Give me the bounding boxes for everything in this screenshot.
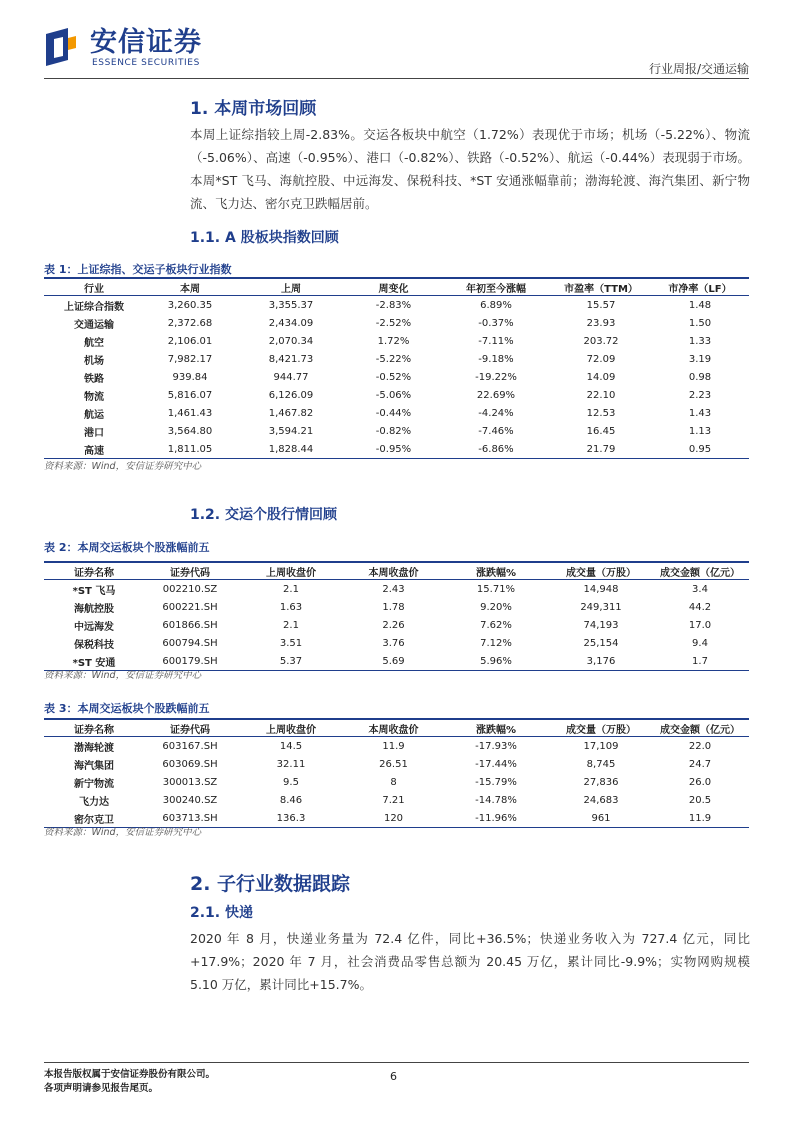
table-header-row (44, 719, 749, 737)
table-cell: 21.79 (551, 440, 651, 459)
table-cell: 5,816.07 (167, 389, 213, 401)
table-cell: -9.18% (478, 353, 514, 365)
table-3-source: 资料来源：Wind，安信证券研究中心 (44, 827, 202, 838)
table-header-cell: 本周收盘价 (346, 562, 441, 580)
table-cell: 新宁物流 (74, 778, 114, 790)
table-cell: 6.89% (480, 299, 512, 311)
table-row (44, 773, 749, 791)
table-header-cell: 本周 (144, 278, 236, 296)
table-cell: 物流 (84, 391, 104, 403)
table-cell: *ST 飞马 (72, 585, 116, 597)
table-2-source: 资料来源：Wind，安信证券研究中心 (44, 670, 202, 681)
table-cell: 渤海轮渡 (74, 742, 114, 754)
table-cell: 25,154 (583, 637, 619, 649)
table-cell: -6.86% (441, 440, 551, 459)
table-cell: 44.2 (688, 601, 712, 613)
table-cell: 机场 (84, 355, 104, 367)
table-cell: 2.1 (283, 619, 299, 631)
table-header-cell: 涨跌幅% (441, 562, 551, 580)
table-1 (44, 277, 749, 459)
table-cell: 飞力达 (79, 796, 109, 808)
section-2-1-paragraph: 2020 年 8 月，快递业务量为 72.4 亿件，同比+36.5%；快递业务收入为 727.4 亿元，同比+17.9%；2020 年 7 月，社会消费品零售总额为 20.45 万亿，累计同比-9.9%；实物网购规模 5.10 万亿，累计同比+15.7%。 (190, 931, 750, 992)
company-logo-english: ESSENCE SECURITIES (92, 58, 200, 68)
table-cell: 8,745 (586, 758, 616, 770)
table-cell: 3,176 (551, 652, 651, 671)
table-header-cell: 证券代码 (144, 719, 236, 737)
table-header-cell: 市净率（LF） (651, 278, 749, 296)
table-cell: 5.96% (441, 652, 551, 671)
table-header-cell: 成交量（万股） (551, 719, 651, 737)
table-cell: 24,683 (583, 794, 619, 806)
table-cell: 7,982.17 (167, 353, 213, 365)
table-cell: 1.78 (382, 601, 405, 613)
table-cell: 2,434.09 (268, 317, 314, 329)
table-row (44, 791, 749, 809)
table-header-cell: 证券名称 (44, 562, 144, 580)
table-cell: -7.11% (478, 335, 514, 347)
table-cell: -0.82% (375, 425, 412, 437)
table-cell: -11.96% (441, 809, 551, 828)
section-1-paragraph: 本周上证综指较上周-2.83%。交运各板块中航空（1.72%）表现优于市场；机场（-5.22%）、物流（-5.06%）、高速（-0.95%）、港口（-0.82%）、铁路（-0.52%）、航运（-0.44%）表现弱于市场。本周*ST 飞马、海航控股、中远海发、保税科技、*ST 安通涨幅靠前；渤海轮渡、海汽集团、新宁物流、飞力达、密尔克卫跌幅居前。 (190, 127, 750, 211)
table-cell: 海汽集团 (74, 760, 114, 772)
table-header-cell: 周变化 (346, 278, 441, 296)
table-cell: 3.4 (692, 583, 708, 595)
table-header-cell: 上周收盘价 (236, 562, 346, 580)
table-cell: 1,467.82 (268, 407, 314, 419)
table-cell: 7.21 (382, 794, 405, 806)
table-cell: 603713.SH (144, 809, 236, 828)
table-cell: -2.52% (375, 317, 412, 329)
table-cell: 20.5 (688, 794, 712, 806)
table-cell: 14.09 (586, 371, 616, 383)
table-cell: 3,594.21 (268, 425, 314, 437)
table-2-caption: 表 2：本周交运板块个股涨幅前五 (44, 541, 210, 554)
table-cell: 保税科技 (74, 639, 114, 651)
table-row (44, 368, 749, 386)
table-cell: 11.9 (651, 809, 749, 828)
table-cell: 32.11 (276, 758, 306, 770)
table-cell: 15.57 (586, 299, 616, 311)
table-header-cell: 上周 (236, 278, 346, 296)
table-3 (44, 718, 749, 828)
table-cell: 2,106.01 (167, 335, 213, 347)
table-cell: 9.5 (283, 776, 299, 788)
table-header-cell: 本周收盘价 (346, 719, 441, 737)
table-cell: 2.26 (382, 619, 405, 631)
table-cell: 3,260.35 (167, 299, 213, 311)
table-cell: 14,948 (583, 583, 619, 595)
table-cell: 26.51 (379, 758, 408, 770)
section-1-title: 1. 本周市场回顾 (190, 99, 317, 119)
table-cell: 17.0 (688, 619, 712, 631)
table-cell: -14.78% (475, 794, 517, 806)
table-cell: 26.0 (688, 776, 712, 788)
table-cell: 300240.SZ (162, 794, 218, 806)
page-number: 6 (390, 1070, 397, 1083)
table-cell: 2,372.68 (167, 317, 213, 329)
table-row (44, 737, 749, 756)
table-cell: 944.77 (273, 371, 309, 383)
section-2-title: 2. 子行业数据跟踪 (190, 873, 351, 895)
table-2 (44, 561, 749, 671)
table-cell: 3,355.37 (268, 299, 314, 311)
section-1-2-title: 1.2. 交运个股行情回顾 (190, 507, 337, 523)
table-cell: 9.20% (480, 601, 512, 613)
table-cell: 2.23 (688, 389, 712, 401)
table-cell: 12.53 (586, 407, 616, 419)
table-cell: 72.09 (586, 353, 616, 365)
table-cell: 7.12% (480, 637, 512, 649)
table-header-cell: 上周收盘价 (236, 719, 346, 737)
table-row (44, 440, 749, 459)
table-row (44, 314, 749, 332)
table-cell: 1.72% (377, 335, 410, 347)
table-cell: 8.46 (279, 794, 303, 806)
table-header-cell: 涨跌幅% (441, 719, 551, 737)
table-cell: 2.1 (283, 583, 299, 595)
table-header-cell: 成交量（万股） (551, 562, 651, 580)
table-cell: 3.76 (382, 637, 405, 649)
table-cell: 6,126.09 (268, 389, 314, 401)
table-cell: 603167.SH (162, 740, 218, 752)
section-2-1-title: 2.1. 快递 (190, 905, 253, 921)
table-cell: 航运 (84, 409, 104, 421)
table-header-cell: 成交金额（亿元） (651, 719, 749, 737)
table-header-cell: 年初至今涨幅 (441, 278, 551, 296)
table-cell: 海航控股 (74, 603, 114, 615)
table-cell: 1.7 (651, 652, 749, 671)
table-cell: 1.33 (688, 335, 712, 347)
table-cell: 8 (390, 776, 397, 788)
table-cell: -5.22% (375, 353, 412, 365)
table-cell: 14.5 (279, 740, 303, 752)
table-row (44, 404, 749, 422)
table-cell: 603069.SH (162, 758, 218, 770)
table-cell: 1.48 (688, 299, 712, 311)
table-row (44, 350, 749, 368)
section-1-1-title: 1.1. A 股板块指数回顾 (190, 230, 339, 246)
table-cell: 961 (551, 809, 651, 828)
table-cell: 002210.SZ (162, 583, 218, 595)
table-cell: 交通运输 (74, 319, 114, 331)
table-row (44, 580, 749, 599)
table-header-cell: 证券名称 (44, 719, 144, 737)
table-cell: 0.98 (688, 371, 712, 383)
table-cell: 15.71% (476, 583, 516, 595)
table-cell: -5.06% (375, 389, 412, 401)
table-header-row (44, 278, 749, 296)
table-cell: 300013.SZ (162, 776, 218, 788)
table-cell: 22.10 (586, 389, 616, 401)
table-cell: 1.63 (279, 601, 303, 613)
table-cell: 600221.SH (162, 601, 218, 613)
table-cell: 7.62% (480, 619, 512, 631)
table-cell: -19.22% (475, 371, 517, 383)
table-cell: 1.50 (688, 317, 712, 329)
company-logo-icon (44, 26, 78, 68)
table-header-cell: 行业 (44, 278, 144, 296)
table-cell: 3.51 (279, 637, 303, 649)
footer-divider (44, 1062, 749, 1063)
table-cell: 120 (346, 809, 441, 828)
table-1-source: 资料来源：Wind，安信证券研究中心 (44, 461, 202, 472)
table-row (44, 422, 749, 440)
table-row (44, 755, 749, 773)
table-cell: 港口 (84, 427, 104, 439)
table-cell: 中远海发 (74, 621, 114, 633)
table-cell: 249,311 (580, 601, 622, 613)
table-cell: -17.44% (475, 758, 517, 770)
table-cell: 24.7 (688, 758, 712, 770)
table-cell: 23.93 (586, 317, 616, 329)
table-cell: -17.93% (475, 740, 517, 752)
table-cell: 136.3 (236, 809, 346, 828)
table-header-cell: 证券代码 (144, 562, 236, 580)
table-cell: 1,828.44 (236, 440, 346, 459)
table-1-caption: 表 1：上证综指、交运子板块行业指数 (44, 263, 232, 276)
footer-disclaimer: 各项声明请参见报告尾页。 (44, 1083, 159, 1094)
table-cell: 8,421.73 (268, 353, 314, 365)
table-cell: 600794.SH (162, 637, 218, 649)
footer-copyright: 本报告版权属于安信证券股份有限公司。 (44, 1069, 216, 1080)
table-row (44, 332, 749, 350)
header-divider (44, 78, 749, 79)
table-cell: 27,836 (583, 776, 619, 788)
table-cell: 74,193 (583, 619, 619, 631)
table-header-row (44, 562, 749, 580)
table-row (44, 386, 749, 404)
table-cell: -15.79% (475, 776, 517, 788)
table-cell: -0.37% (478, 317, 514, 329)
table-cell: 5.37 (236, 652, 346, 671)
table-cell: 1,461.43 (167, 407, 213, 419)
table-cell: 1,811.05 (144, 440, 236, 459)
table-cell: 9.4 (692, 637, 708, 649)
table-cell: 939.84 (172, 371, 208, 383)
table-cell: 17,109 (583, 740, 619, 752)
table-cell: 1.13 (688, 425, 712, 437)
table-cell: 3.19 (688, 353, 712, 365)
table-cell: 1.43 (688, 407, 712, 419)
table-cell: *ST 安通 (44, 652, 144, 671)
table-cell: 航空 (84, 337, 104, 349)
table-cell: -4.24% (478, 407, 514, 419)
table-cell: 16.45 (586, 425, 616, 437)
table-cell: 203.72 (583, 335, 619, 347)
table-cell: -0.44% (375, 407, 412, 419)
table-cell: 上证综合指数 (64, 301, 124, 313)
table-row (44, 809, 749, 828)
table-cell: 2,070.34 (268, 335, 314, 347)
table-cell: 0.95 (651, 440, 749, 459)
table-cell: 高速 (44, 440, 144, 459)
table-cell: 3,564.80 (167, 425, 213, 437)
table-cell: 2.43 (382, 583, 405, 595)
table-header-cell: 成交金额（亿元） (651, 562, 749, 580)
table-row (44, 616, 749, 634)
table-cell: -2.83% (375, 299, 412, 311)
table-cell: -7.46% (478, 425, 514, 437)
table-cell: 600179.SH (144, 652, 236, 671)
table-cell: 铁路 (84, 373, 104, 385)
table-cell: -0.52% (375, 371, 412, 383)
table-cell: 5.69 (346, 652, 441, 671)
table-header-cell: 市盈率（TTM） (551, 278, 651, 296)
table-cell: 601866.SH (162, 619, 218, 631)
table-row (44, 652, 749, 671)
table-cell: 22.0 (688, 740, 712, 752)
table-cell: 密尔克卫 (44, 809, 144, 828)
table-row (44, 634, 749, 652)
table-cell: 22.69% (476, 389, 516, 401)
table-row (44, 598, 749, 616)
table-row (44, 296, 749, 315)
company-logo-name: 安信证券 (90, 27, 202, 58)
table-3-caption: 表 3：本周交运板块个股跌幅前五 (44, 702, 210, 715)
report-type: 行业周报/交通运输 (648, 62, 749, 76)
table-cell: 11.9 (382, 740, 405, 752)
table-cell: -0.95% (346, 440, 441, 459)
